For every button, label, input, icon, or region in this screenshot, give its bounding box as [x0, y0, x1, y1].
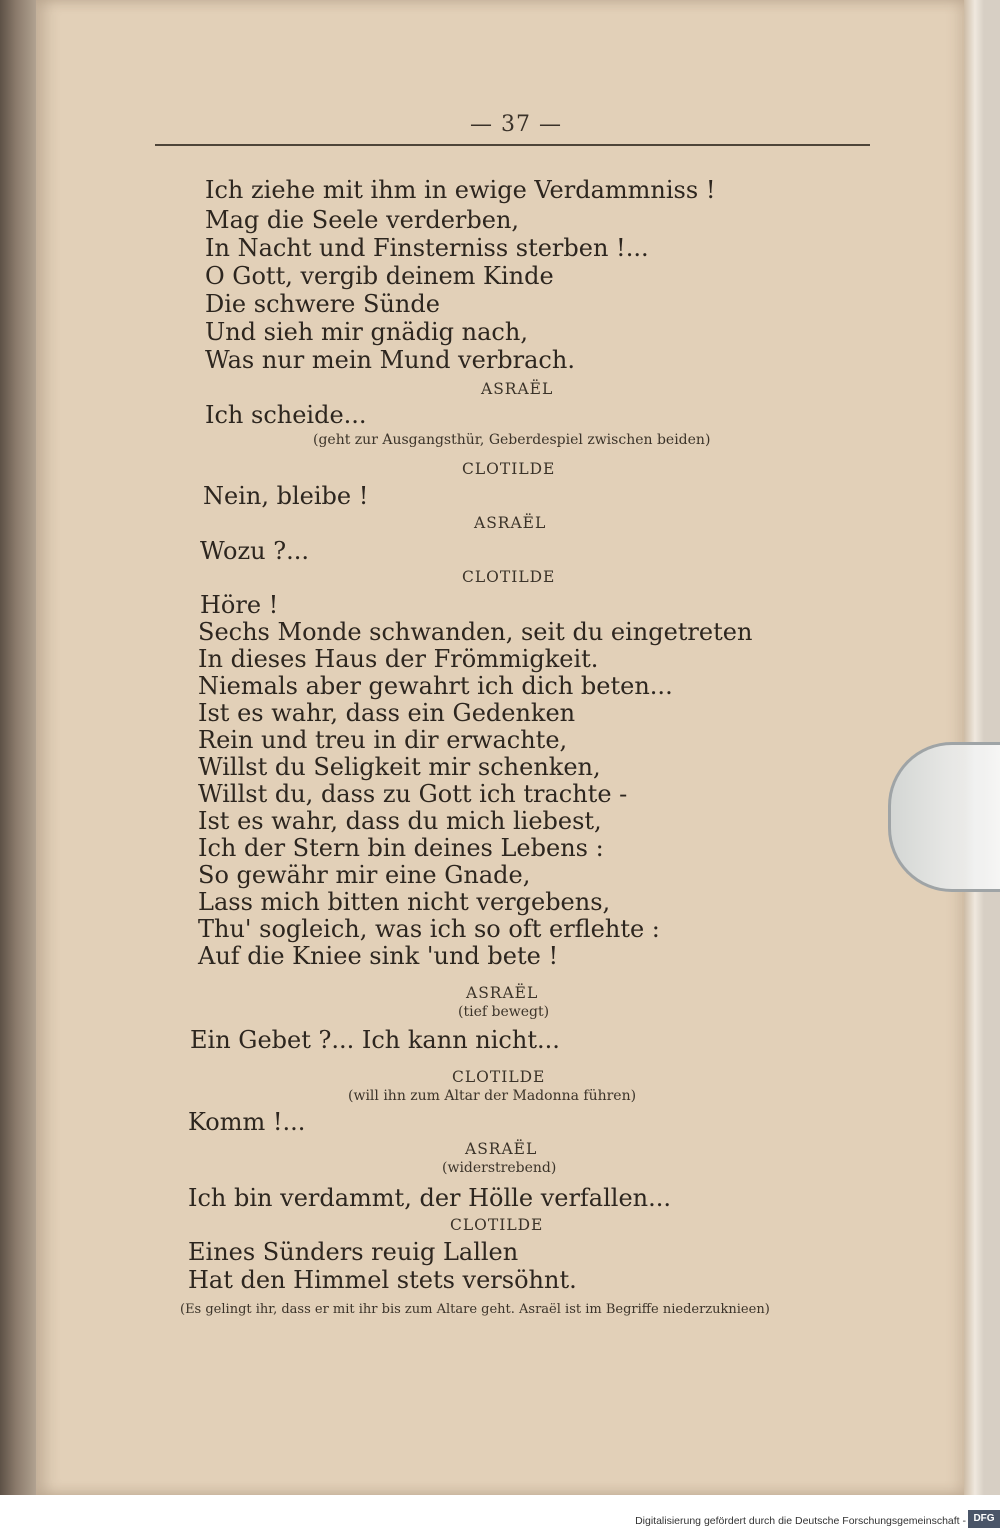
verse-line: Willst du, dass zu Gott ich trachte -: [198, 780, 628, 808]
verse-line: Mag die Seele verderben,: [205, 206, 520, 234]
verse-line: Komm !...: [188, 1108, 306, 1136]
verse-line: Rein und treu in dir erwachte,: [198, 726, 568, 754]
verse-line: Ist es wahr, dass ein Gedenken: [198, 699, 576, 727]
speaker-name: ASRAËL: [466, 984, 539, 1002]
stage-direction: (tief bewegt): [458, 1004, 550, 1020]
verse-line: Thu' sogleich, was ich so oft erflehte :: [198, 915, 660, 943]
dfg-logo: DFG: [968, 1510, 1000, 1528]
verse-line: Ich bin verdammt, der Hölle verfallen...: [188, 1184, 672, 1212]
verse-line: Lass mich bitten nicht vergebens,: [198, 888, 611, 916]
speaker-name: CLOTILDE: [462, 568, 556, 586]
stage-direction: (will ihn zum Altar der Madonna führen): [348, 1088, 637, 1104]
verse-line: O Gott, vergib deinem Kinde: [205, 262, 554, 290]
stage-direction: (geht zur Ausgangsthür, Geberdespiel zwischen beiden): [313, 432, 711, 448]
speaker-name: CLOTILDE: [462, 460, 556, 478]
verse-line: Was nur mein Mund verbrach.: [205, 346, 575, 374]
speaker-name: CLOTILDE: [452, 1068, 546, 1086]
speaker-name: ASRAËL: [465, 1140, 538, 1158]
speaker-name: ASRAËL: [474, 514, 547, 532]
verse-line: Ein Gebet ?... Ich kann nicht...: [190, 1026, 560, 1054]
verse-line: Willst du Seligkeit mir schenken,: [198, 753, 601, 781]
footer-credit: Digitalisierung gefördert durch die Deutsche Forschungsgemeinschaft -: [635, 1515, 966, 1527]
verse-line: Ist es wahr, dass du mich liebest,: [198, 807, 602, 835]
verse-line: Niemals aber gewahrt ich dich beten...: [198, 672, 673, 700]
verse-line: Eines Sünders reuig Lallen: [188, 1238, 519, 1266]
verse-line: In dieses Haus der Frömmigkeit.: [198, 645, 599, 673]
verse-line: Ich scheide...: [205, 401, 367, 429]
verse-line: So gewähr mir eine Gnade,: [198, 861, 531, 889]
speaker-name: ASRAËL: [481, 380, 554, 398]
book-spine-edge: [0, 0, 40, 1495]
paper-clip: [888, 742, 1000, 892]
verse-line: Auf die Kniee sink 'und bete !: [198, 942, 559, 970]
verse-line: Wozu ?...: [200, 537, 309, 565]
verse-line: Hat den Himmel stets versöhnt.: [188, 1266, 577, 1294]
stage-direction: (widerstrebend): [442, 1160, 557, 1176]
verse-line: Sechs Monde schwanden, seit du eingetreten: [198, 618, 753, 646]
page-number: — 37 —: [470, 112, 562, 137]
verse-line: Höre !: [200, 591, 279, 619]
verse-line: In Nacht und Finsterniss sterben !...: [205, 234, 649, 262]
verse-line: Nein, bleibe !: [203, 482, 369, 510]
verse-line: Die schwere Sünde: [205, 290, 440, 318]
verse-line: Ich der Stern bin deines Lebens :: [198, 834, 604, 862]
verse-line: Ich ziehe mit ihm in ewige Verdammniss !: [205, 176, 716, 204]
speaker-name: CLOTILDE: [450, 1216, 544, 1234]
verse-line: Und sieh mir gnädig nach,: [205, 318, 528, 346]
stage-direction: (Es gelingt ihr, dass er mit ihr bis zum Altare geht. Asraël ist im Begriffe niederzuknieen): [180, 1302, 770, 1317]
header-rule: [155, 144, 870, 146]
